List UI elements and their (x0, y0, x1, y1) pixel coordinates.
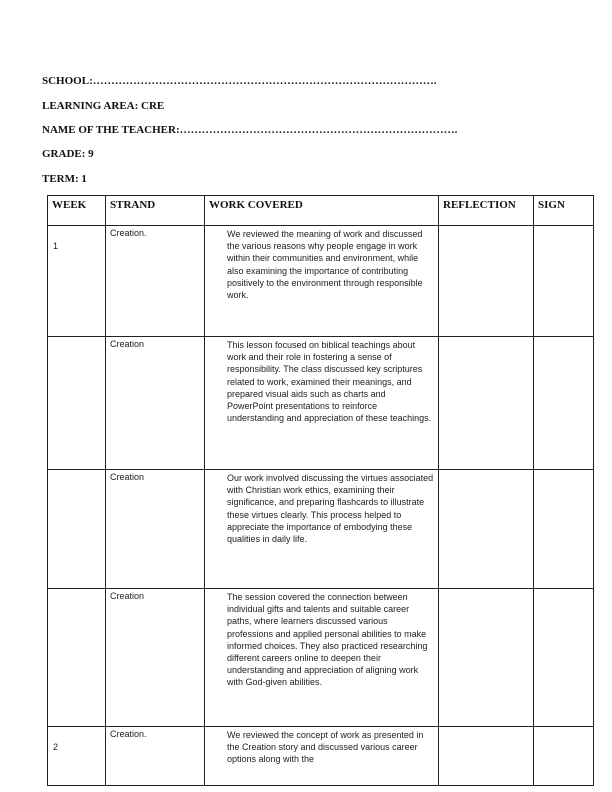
sign-cell (534, 337, 594, 470)
week-cell (48, 470, 106, 589)
week-cell: 2 (48, 727, 106, 786)
work-covered-cell: The session covered the connection between individual gifts and talents and suitable career paths, where learners discussed various professions and applied personal abilities to make informed choices. They also practiced researching different careers online to deepen their understanding and appreciation of aligning work with God-given abilities. (205, 589, 439, 727)
column-header-sign: SIGN (534, 196, 594, 226)
reflection-cell (439, 470, 534, 589)
table-row (48, 470, 594, 589)
column-header-week: WEEK (48, 196, 106, 226)
work-covered-cell: This lesson focused on biblical teachings about work and their role in fostering a sense of responsibility. The class discussed key scriptures related to work, examined their meanings, and prepared visual aids such as charts and PowerPoint presentations to reinforce understanding and appreciation of these teachings. (205, 337, 439, 470)
reflection-cell (439, 727, 534, 786)
column-header-reflection: REFLECTION (439, 196, 534, 226)
reflection-cell (439, 589, 534, 727)
table-header-row (48, 196, 594, 226)
grade-field: GRADE: 9 (42, 148, 94, 160)
work-covered-cell: Our work involved discussing the virtues associated with Christian work ethics, examining their significance, and preparing flashcards to illustrate these virtues clearly. This process helped to appreciate the importance of embodying these qualities in daily life. (205, 470, 439, 589)
table-row (48, 337, 594, 470)
work-covered-table (47, 195, 594, 786)
strand-cell: Creation (106, 589, 205, 727)
sign-cell (534, 727, 594, 786)
table-row (48, 727, 594, 786)
column-header-work-covered: WORK COVERED (205, 196, 439, 226)
sign-cell (534, 589, 594, 727)
table-row (48, 226, 594, 337)
week-cell: 1 (48, 226, 106, 337)
sign-cell (534, 226, 594, 337)
strand-cell: Creation. (106, 727, 205, 786)
learning-area-field: LEARNING AREA: CRE (42, 100, 165, 112)
column-header-strand: STRAND (106, 196, 205, 226)
strand-cell: Creation (106, 337, 205, 470)
table-row (48, 589, 594, 727)
week-cell (48, 589, 106, 727)
week-cell (48, 337, 106, 470)
strand-cell: Creation (106, 470, 205, 589)
teacher-name-field: NAME OF THE TEACHER:…………………………………………………………………. (42, 124, 458, 136)
term-field: TERM: 1 (42, 173, 87, 185)
work-covered-cell: We reviewed the meaning of work and discussed the various reasons why people engage in work within their communities and environment, while also examining the importance of contributing positively to the environment through responsible work. (205, 226, 439, 337)
strand-cell: Creation. (106, 226, 205, 337)
reflection-cell (439, 226, 534, 337)
sign-cell (534, 470, 594, 589)
work-covered-cell: We reviewed the concept of work as presented in the Creation story and discussed various career options along with the (205, 727, 439, 786)
school-field: SCHOOL:…………………………………………………………………………………. (42, 75, 437, 87)
reflection-cell (439, 337, 534, 470)
